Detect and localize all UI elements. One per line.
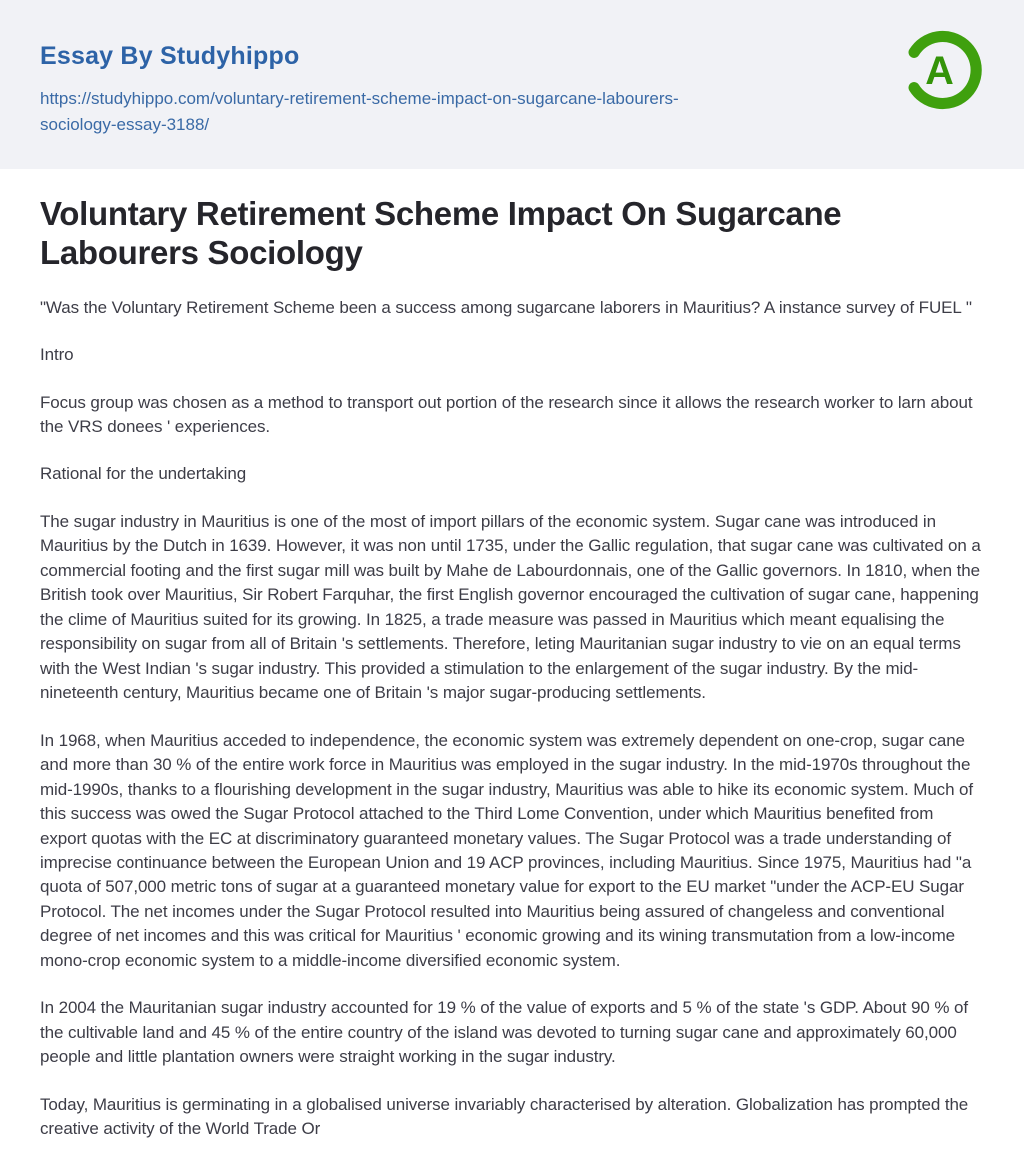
- essay-content: [0, 169, 1024, 1142]
- page-header: [0, 0, 1024, 169]
- essay-paragraph: Focus group was chosen as a method to transport out portion of the research since it allows the research worker to larn about the VRS donees ' experiences.: [40, 392, 973, 436]
- essay-paragraph: In 2004 the Mauritanian sugar industry accounted for 19 % of the value of exports and 5 % of the state 's GDP. About 90 % of the cultivable land and 45 % of the entire country of the island was devoted to turning sugar cane and approximately 60,000 people and little plantation owners were straight working in the sugar industry.: [40, 998, 969, 1067]
- essay-paragraph: "Was the Voluntary Retirement Scheme been a success among sugarcane laborers in Mauritius? A instance survey of FUEL '': [40, 297, 972, 317]
- essay-paragraph: Intro: [40, 345, 74, 365]
- site-title-link[interactable]: Essay By Studyhippo: [40, 42, 300, 70]
- logo-letter: A: [925, 48, 954, 93]
- essay-paragraph: In 1968, when Mauritius acceded to independence, the economic system was extremely dependent on one-crop, sugar cane and more than 30 % of the entire work force in Mauritius was employed in the sugar industry. In the mid-1970s throughout the mid-1990s, thanks to a flourishing development in the sugar industry, Mauritius was able to hike its economic system. Much of this success was owed the Sugar Protocol attached to the Third Lome Convention, under which Mauritius benefited from export quotas with the EC at discriminatory guaranteed monetary values. The Sugar Protocol was a trade understanding of imprecise continuance between the European Union and 19 ACP provinces, including Mauritius. Since 1975, Mauritius had "a quota of 507,000 metric tons of sugar at a guaranteed monetary value for export to the EU market "under the ACP-EU Sugar Protocol. The net incomes under the Sugar Protocol resulted into Mauritius being assured of changeless and conventional degree of net incomes and this was critical for Mauritius ' economic growing and its wining transmutation from a low-income mono-crop economic system to a middle-income diversified economic system.: [40, 730, 974, 970]
- studyhippo-logo: [900, 24, 986, 116]
- logo-arc-icon: [900, 24, 986, 116]
- essay-paragraph: The sugar industry in Mauritius is one of the most of import pillars of the economic system. Sugar cane was introduced in Mauritius by the Dutch in 1639. However, it was non until 1735, under the Gallic regulation, that sugar cane was cultivated on a commercial footing and the first sugar mill was built by Mahe de Labourdonnais, one of the Gallic governors. In 1810, when the British took over Mauritius, Sir Robert Farquhar, the first English governor encouraged the cultivation of sugar cane, happening the clime of Mauritius suited for its growing. In 1825, a trade measure was passed in Mauritius which meant equalising the responsibility on sugar from all of Britain 's settlements. Therefore, leting Mauritanian sugar industry to vie on an equal terms with the West Indian 's sugar industry. This provided a stimulation to the enlargement of the sugar industry. By the mid-nineteenth century, Mauritius became one of Britain 's major sugar-producing settlements.: [40, 511, 981, 703]
- essay-url-link[interactable]: https://studyhippo.com/voluntary-retirement-scheme-impact-on-sugarcane-labourers-sociology-essay-3188/: [40, 89, 679, 135]
- essay-paragraph: Today, Mauritius is germinating in a globalised universe invariably characterised by alteration. Globalization has prompted the creative activity of the World Trade Or: [40, 1094, 969, 1139]
- essay-paragraph: Rational for the undertaking: [40, 464, 247, 484]
- essay-title: Voluntary Retirement Scheme Impact On Sugarcane Labourers Sociology: [40, 194, 842, 271]
